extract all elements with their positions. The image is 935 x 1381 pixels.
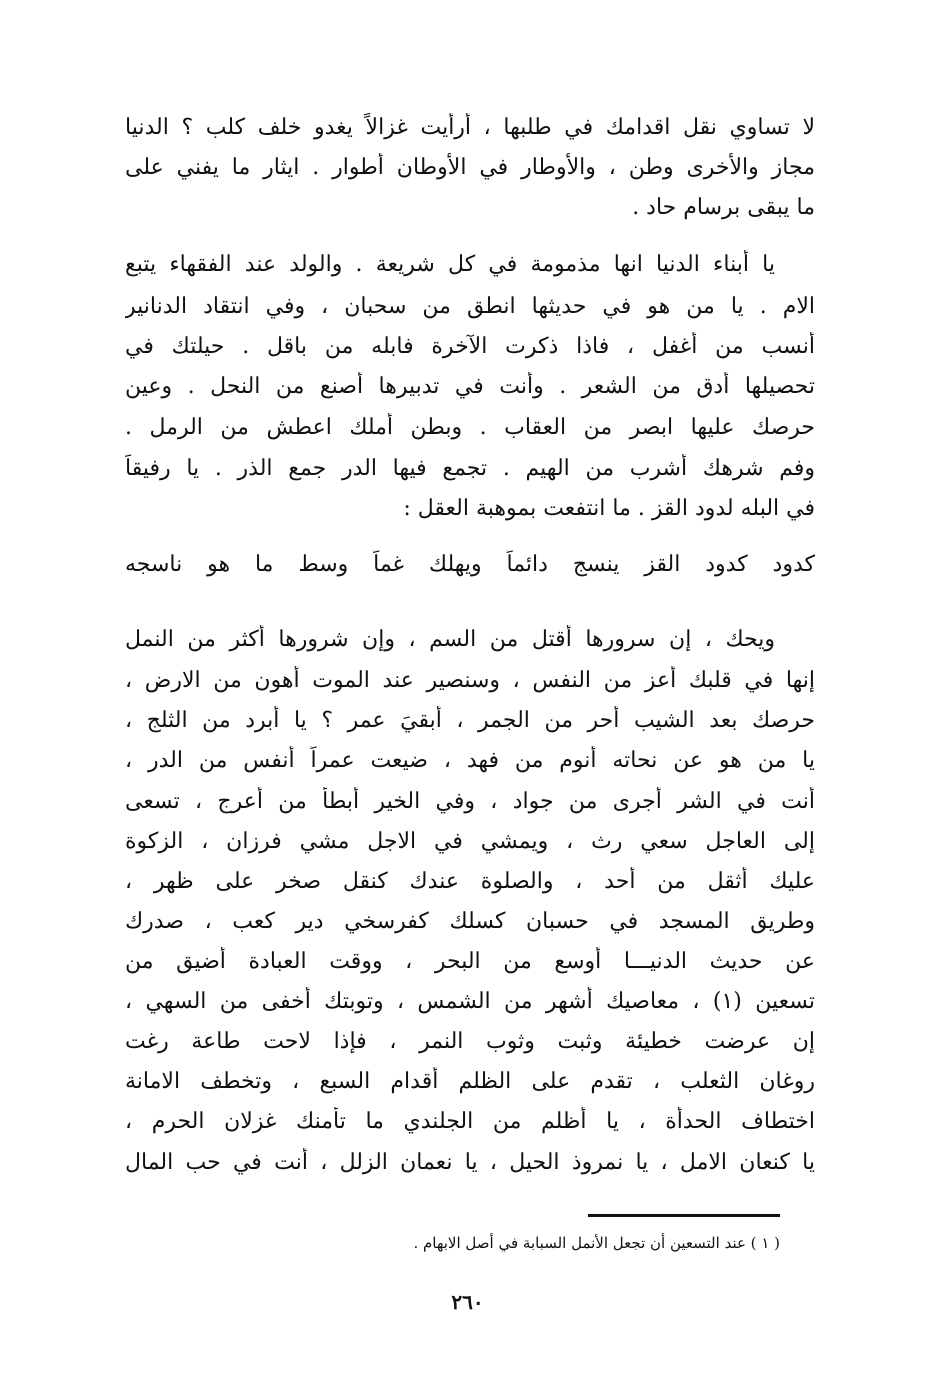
text-line: في البله لدود القز . ما انتفعت بموهبة العقل : [403,496,815,521]
text-line: وفم شرهك أشرب من الهيم . تجمع فيها الدر جمع الذر . يا رفيقاً [125,456,815,481]
page-number: ٢٦٠ [451,1290,484,1314]
text-line: لا تساوي نقل اقدامك في طلبها ، أرأيت غزالاً يغدو خلف كلب ؟ الدنيا [125,115,815,140]
footnote: ( ١ ) عند التسعين أن تجعل الأنمل السبابة في أصل الابهام . [413,1234,780,1252]
footnote-divider [588,1214,780,1217]
text-line: إنها في قلبك أعز من النفس ، وسنصير عند الموت أهون من الارض ، [125,668,815,693]
text-line: ما يبقى برسام حاد . [632,195,815,220]
verse-line: كدود كدود القز ينسج دائماً ويهلك غماً وسط ما هو ناسجه [125,552,815,577]
text-line: عن حديث الدنيـــا أوسع من البحر ، ووقت العبادة أضيق من [125,949,815,974]
text-line: تسعين (١) ، معاصيك أشهر من الشمس ، وتوبتك أخفى من السهي ، [125,989,815,1014]
text-line: أنسب من أغفل ، فاذا ذكرت الآخرة فابله من باقل . حيلتك في [125,334,815,359]
text-line: تحصيلها أدق من الشعر . وأنت في تدبيرها أصنع من النحل . وعين [125,374,815,399]
text-line: حرصك بعد الشيب أحر من الجمر ، أبقيَ عمر ؟ يا أبرد من الثلج ، [125,708,815,733]
text-line: يا من هو عن نحاته أنوم من فهد ، ضيعت عمراً أنفس من الدر ، [125,748,815,773]
text-line: إلى العاجل سعي رث ، ويمشي في الاجل مشي فرزان ، الزكوة [125,829,815,854]
text-line: وطريق المسجد في حسبان كسلك كفرسخي دير كعب ، صدرك [125,909,815,934]
text-line: الام . يا من هو في حديثها انطق من سحبان ، وفي انتقاد الدنانير [125,294,815,319]
text-line: مجاز والأخرى وطن ، والأوطار في الأوطان أطوار . ايثار ما يفني على [125,155,815,180]
text-line: حرصك عليها ابصر من العقاب . وبطن أملك اعطش من الرمل . [125,415,815,440]
text-line: اختطاف الحدأة ، يا أظلم من الجلندي ما تأمنك غزلان الحرم ، [125,1109,815,1134]
text-line: عليك أثقل من أحد ، والصلوة عندك كنقل صخر على ظهر ، [125,869,815,894]
text-line: أنت في الشر أجرى من جواد ، وفي الخير أبطأ من أعرج ، تسعى [125,789,815,814]
text-line: روغان الثعلب ، تقدم على الظلم أقدام السبع ، وتخطف الامانة [125,1069,815,1094]
text-line: يا أبناء الدنيا انها مذمومة في كل شريعة . والولد عند الفقهاء يتبع [125,252,775,277]
text-line: إن عرضت خطيئة وثبت وثوب النمر ، فإذا لاحت طاعة رغت [125,1029,815,1054]
text-line: يا كنعان الامل ، يا نمروذ الحيل ، يا نعمان الزلل ، أنت في حب المال [125,1150,815,1175]
text-line: ويحك ، إن سرورها أقتل من السم ، وإن شرورها أكثر من النمل [125,627,775,652]
